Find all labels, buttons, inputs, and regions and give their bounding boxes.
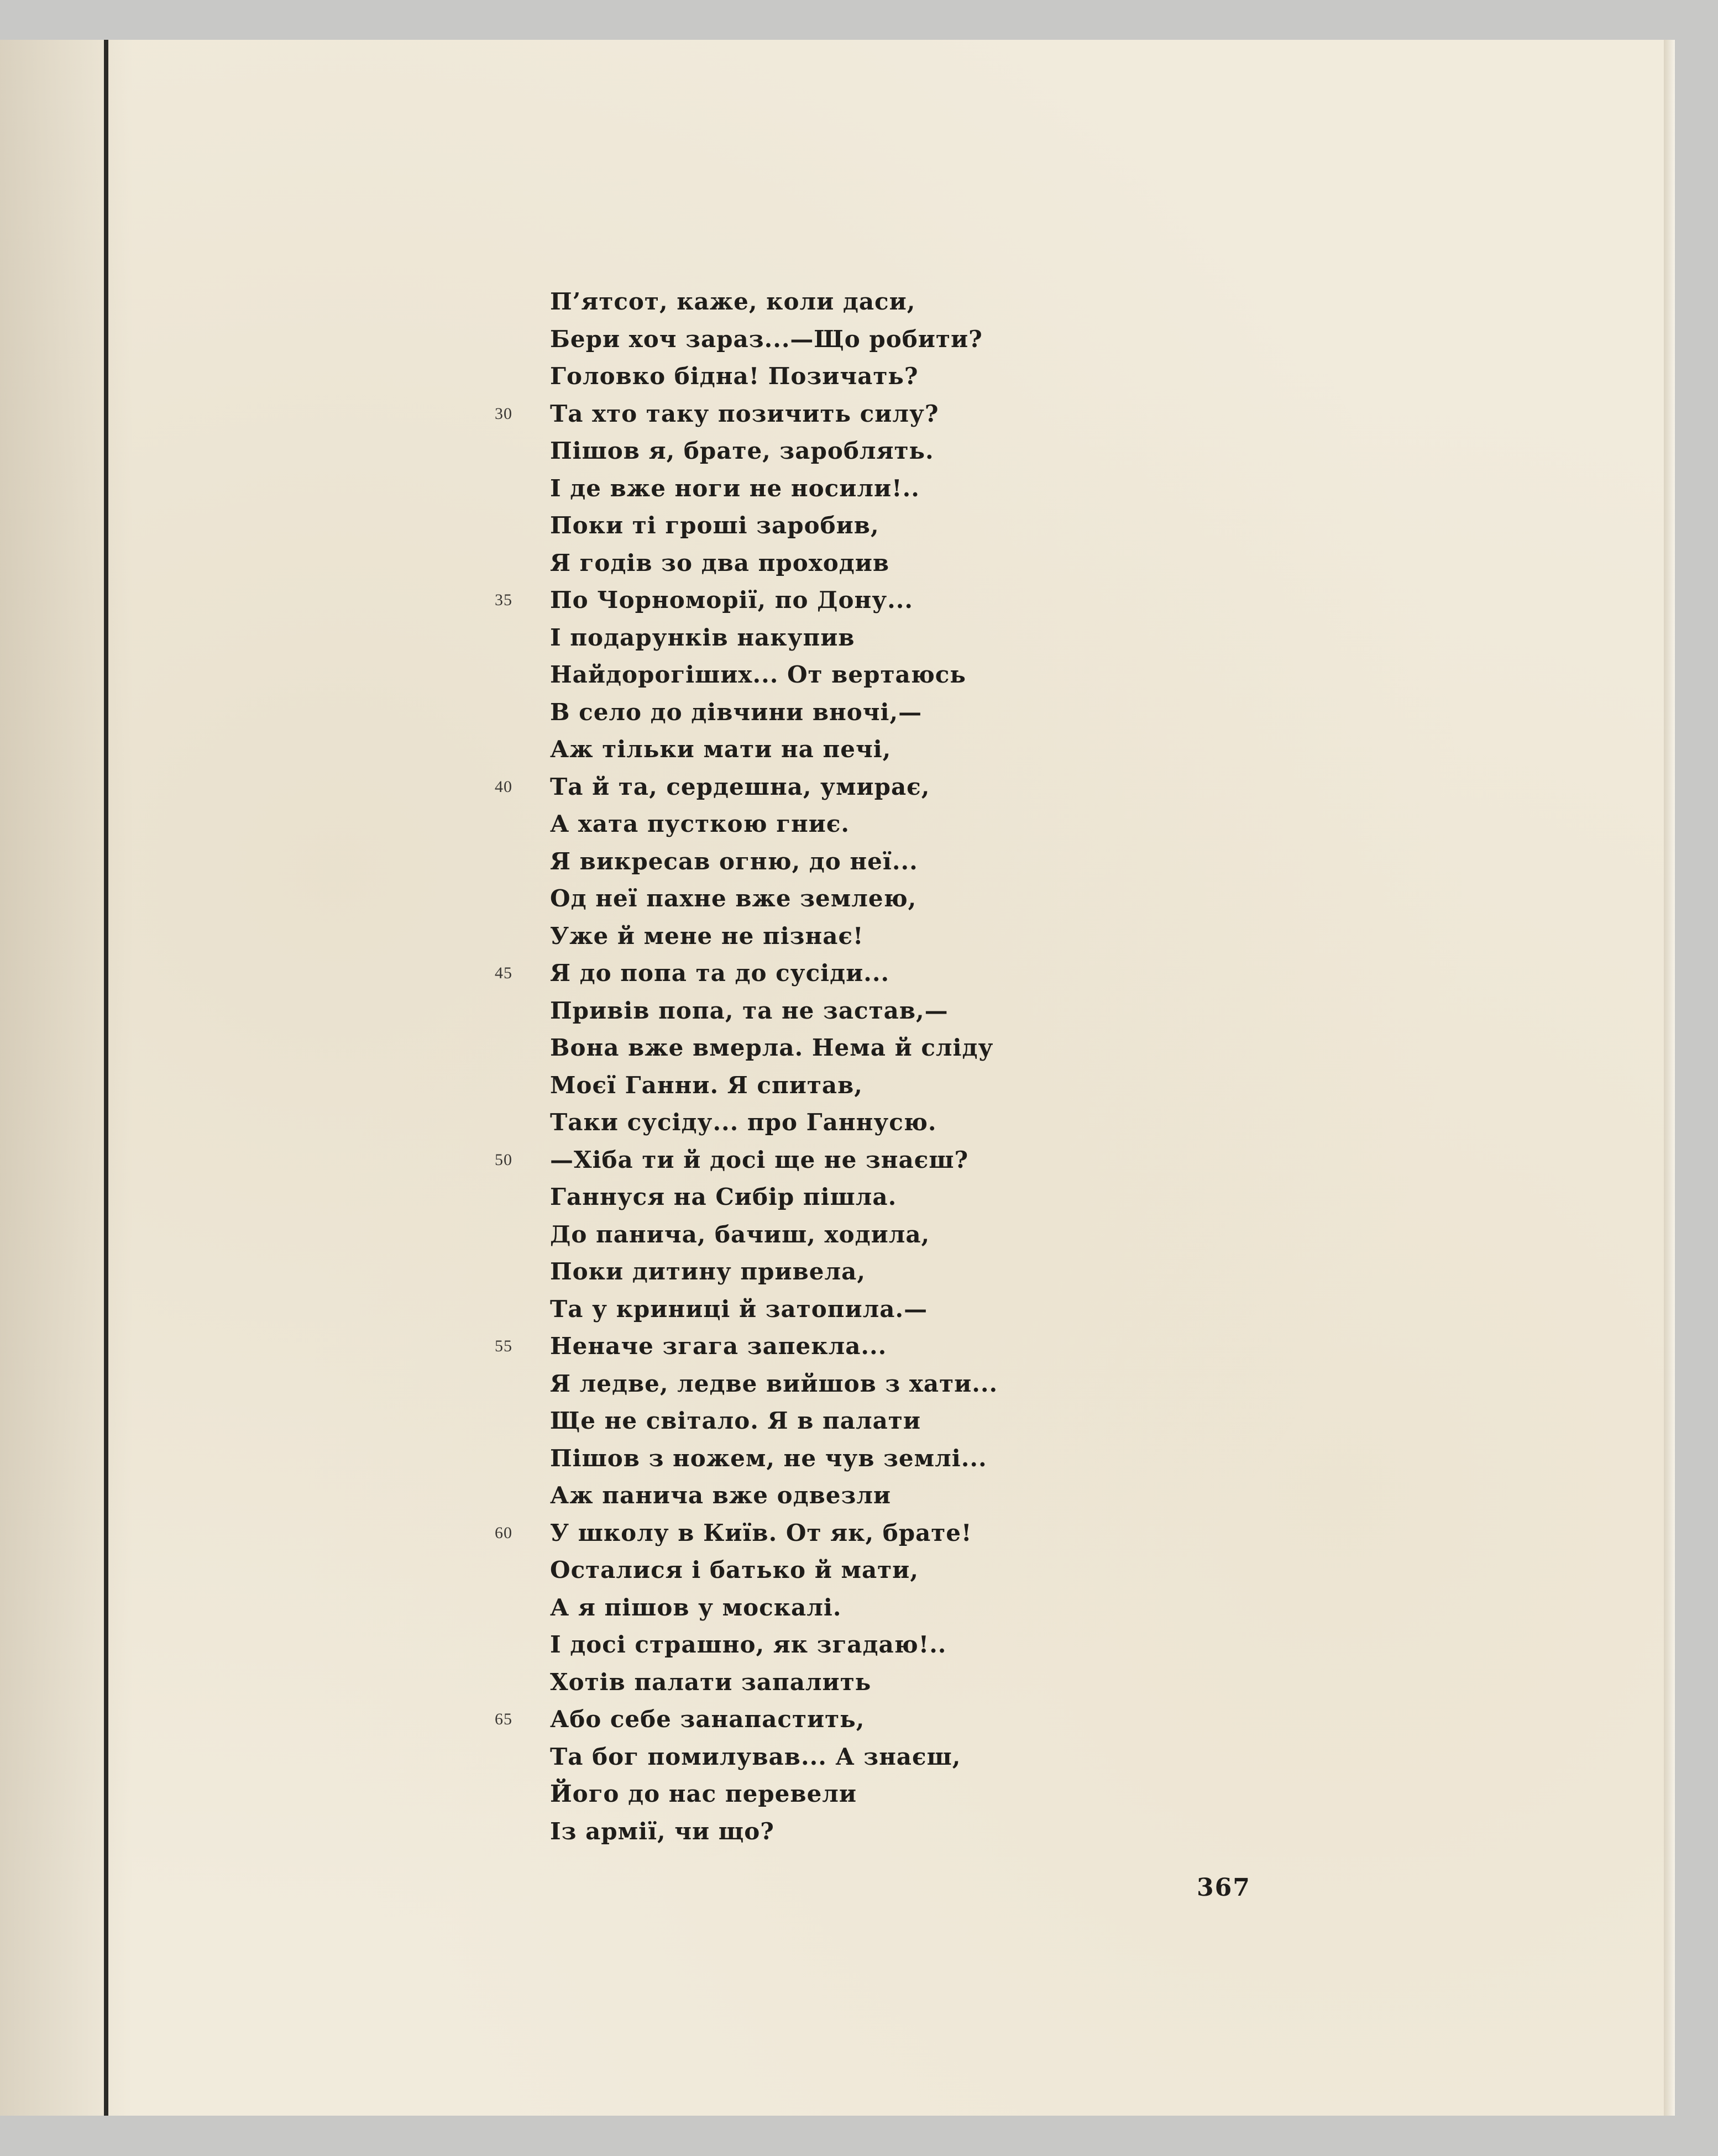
poem-line xyxy=(550,1029,1047,1067)
poem-line xyxy=(550,917,1047,955)
line-text: А хата пусткою гниє. xyxy=(550,810,850,837)
line-text: Уже й мене не пізнає! xyxy=(550,922,864,950)
gutter-shadow xyxy=(0,40,133,2116)
line-text: Поки ті гроші заробив, xyxy=(550,512,879,539)
poem-line xyxy=(550,1738,1047,1776)
line-text: Хотів палати запалить xyxy=(550,1668,872,1696)
line-text: Осталися і батько й мати, xyxy=(550,1556,919,1583)
line-text: Таки сусіду... про Ганнусю. xyxy=(550,1109,937,1136)
poem-line xyxy=(550,1365,1047,1403)
poem-text xyxy=(495,283,1047,1850)
line-text: Та у криниці й затопила.— xyxy=(550,1295,928,1323)
poem-line xyxy=(495,395,1047,433)
poem-line xyxy=(550,1477,1047,1514)
poem-line xyxy=(550,1216,1047,1253)
line-text: Найдорогіших... От вертаюсь xyxy=(550,661,966,688)
poem-line xyxy=(550,1253,1047,1291)
poem-line xyxy=(550,805,1047,843)
line-text: А я пішов у москалі. xyxy=(550,1593,842,1621)
poem-line xyxy=(550,1104,1047,1141)
poem-line xyxy=(550,1178,1047,1216)
line-text: Я годів зо два проходив xyxy=(550,549,890,576)
line-number: 50 xyxy=(495,1150,512,1169)
line-text: Або себе занапастить, xyxy=(550,1706,865,1733)
line-text: І де вже ноги не носили!.. xyxy=(550,474,920,502)
poem-line xyxy=(550,1440,1047,1477)
line-text: Пішов з ножем, не чув землі... xyxy=(550,1444,987,1472)
line-number: 65 xyxy=(495,1710,512,1728)
line-text: Бери хоч зараз...—Що робити? xyxy=(550,325,983,353)
line-text: Його до нас перевели xyxy=(550,1780,857,1807)
poem-line xyxy=(550,1664,1047,1701)
line-text: —Хіба ти й досі ще не знаєш? xyxy=(550,1146,969,1173)
line-text: Привів попа, та не застав,— xyxy=(550,996,949,1024)
line-text: До панича, бачиш, ходила, xyxy=(550,1220,930,1248)
line-text: Та хто таку позичить силу? xyxy=(550,400,939,427)
poem-line xyxy=(550,694,1047,731)
line-text: Неначе згага запекла... xyxy=(550,1333,887,1360)
line-text: Ще не світало. Я в палати xyxy=(550,1407,921,1434)
line-text: Од неї пахне вже землею, xyxy=(550,885,917,912)
page-number: 367 xyxy=(1197,1874,1251,1902)
line-text: Та бог помилував... А знаєш, xyxy=(550,1743,961,1770)
line-text: Аж панича вже одвезли xyxy=(550,1482,892,1509)
line-text: І досі страшно, як згадаю!.. xyxy=(550,1631,947,1658)
line-number: 35 xyxy=(495,591,512,609)
book-page xyxy=(0,40,1675,2116)
poem-line xyxy=(550,358,1047,395)
poem-line xyxy=(550,1775,1047,1813)
poem-line xyxy=(550,1813,1047,1850)
poem-line xyxy=(495,1514,1047,1552)
line-text: І подарунків накупив xyxy=(550,623,855,651)
poem-line xyxy=(495,954,1047,992)
poem-line xyxy=(550,1067,1047,1104)
line-number: 45 xyxy=(495,964,512,982)
poem-line xyxy=(495,1701,1047,1738)
poem-line xyxy=(550,1291,1047,1328)
line-text: По Чорноморії, по Дону... xyxy=(550,586,914,613)
poem-line xyxy=(495,1141,1047,1179)
line-number: 55 xyxy=(495,1337,512,1355)
poem-line xyxy=(550,507,1047,544)
poem-line xyxy=(495,1328,1047,1365)
book-spine xyxy=(104,40,108,2116)
line-text: Із армії, чи що? xyxy=(550,1817,774,1845)
line-number: 40 xyxy=(495,777,512,796)
page-edge xyxy=(1664,40,1675,2116)
poem-line xyxy=(550,1589,1047,1627)
poem-line xyxy=(550,1402,1047,1440)
line-text: Ганнуся на Сибір пішла. xyxy=(550,1183,897,1210)
poem-line xyxy=(550,1551,1047,1589)
line-text: Пішов я, брате, зароблять. xyxy=(550,437,934,464)
poem-line xyxy=(550,470,1047,507)
poem-line xyxy=(550,992,1047,1030)
line-number: 30 xyxy=(495,404,512,423)
poem-line xyxy=(495,581,1047,619)
poem-line xyxy=(550,1626,1047,1664)
poem-line xyxy=(550,283,1047,321)
poem-line xyxy=(550,880,1047,917)
line-text: Аж тільки мати на печі, xyxy=(550,736,892,763)
line-text: Поки дитину привела, xyxy=(550,1258,866,1285)
poem-line xyxy=(550,731,1047,768)
poem-line xyxy=(550,321,1047,358)
line-text: В село до дівчини вночі,— xyxy=(550,698,923,726)
line-text: Моєї Ганни. Я спитав, xyxy=(550,1071,863,1099)
line-number: 60 xyxy=(495,1523,512,1542)
line-text: Я до попа та до сусіди... xyxy=(550,959,890,987)
line-text: П’ятсот, каже, коли даси, xyxy=(550,288,916,315)
line-text: Я викресав огню, до неї... xyxy=(550,847,918,875)
poem-line xyxy=(550,843,1047,880)
poem-line xyxy=(550,656,1047,694)
poem-line xyxy=(550,544,1047,582)
line-text: У школу в Київ. От як, брате! xyxy=(550,1519,972,1546)
line-text: Вона вже вмерла. Нема й сліду xyxy=(550,1034,994,1061)
poem-line xyxy=(550,432,1047,470)
line-text: Головко бідна! Позичать? xyxy=(550,363,919,390)
poem-line xyxy=(550,619,1047,657)
poem-line xyxy=(495,768,1047,806)
line-text: Я ледве, ледве вийшов з хати... xyxy=(550,1370,998,1397)
line-text: Та й та, сердешна, умирає, xyxy=(550,773,930,800)
